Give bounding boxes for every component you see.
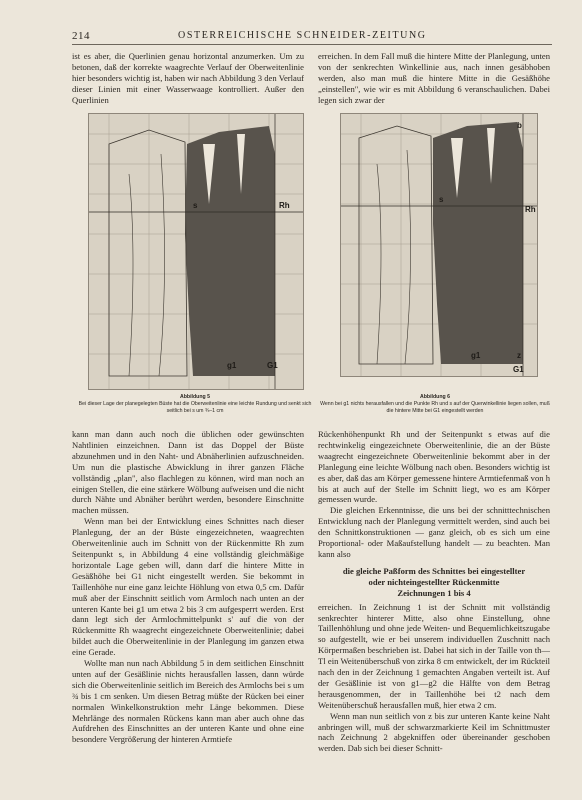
left-column xyxy=(72,429,304,745)
page-number: 214 xyxy=(72,30,90,42)
top-right-paragraph xyxy=(318,51,550,106)
label-g1-upper: G1 xyxy=(267,361,278,370)
label-s: s xyxy=(439,195,444,204)
paragraph: Die gleichen Erkenntnisse, die uns bei der schnitttechnischen Entwicklung nach der Planlegung vermittelt werden, sind auch bei den Schnittkonstruktionen — ganz gleich, ob es sich um eine Proportional- oder Maßaufstellung handelt — zu beachten. Man kann also xyxy=(318,505,550,559)
figure-5-drawing xyxy=(89,114,303,389)
caption-title: Abbildung 6 xyxy=(420,394,450,400)
label-rh: Rh xyxy=(279,201,290,210)
right-column xyxy=(318,429,550,754)
label-g1-upper: G1 xyxy=(513,365,524,374)
caption-text: Wenn bei g1 nichts herausfallen und die Punkte Rh und s auf der Querwinkellinie liegen sollen, muß die hintere Mitte bei G1 eingestellt werden xyxy=(320,401,550,414)
caption-title: Abbildung 5 xyxy=(180,394,210,400)
label-g1: g1 xyxy=(227,361,237,370)
paragraph: kann man dann auch noch die üblichen oder gewünschten Nahtlinien einzeichnen. Dann ist das Doppel der Büste abzunehmen und in den Naht- und Abnäherlinien aufzuschneiden. Um nun die plastische Abwicklung in ihrer ganzen Fläche vollständig „plan", also flachlegen zu können, wird man noch an einigen Stellen, die eine stärkere Wölbung aufweisen und die nicht durch Nähte und Abnäher berührt werden, besondere Einschnitte machen müssen. xyxy=(72,429,304,516)
paragraph: ist es aber, die Querlinien genau horizontal anzumerken. Um zu betonen, daß der korrekte waagrechte Verlauf der Oberweitenlinie hier besonders wichtig ist, haben wir nach Abbildung 3 den Verlauf dieser Linien mit einer Wasserwaage kontrolliert. Außer den Querlinien xyxy=(72,51,304,105)
paragraph: Wenn man nun seitlich von z bis zur unteren Kante keine Naht anbringen will, muß der schwarzmarkierte Keil im Schnittmuster nach Zeichnung 2 abgekniffen oder übereinander geschoben werden. Dab sich bei dieser Schnitt- xyxy=(318,710,550,754)
paragraph: Wenn man bei der Entwicklung eines Schnittes nach dieser Planlegung, der an der Büste eingezeichneten, waagrechten Oberweitenlinie auch im Schnitt von der Rückenmitte Rh zum Seitenpunkt s, in Abbildung 4 eine vollständig gleichmäßige horizontale Lage geben will, dann darf die hintere Mitte in Gesäßhöhe bei G1 nicht eingestellt werden. Sie bekommt in Taillenhöhe nur eine ganz leichte Höhlung von etwa 0,5 cm. Dafür muß aber der Einschnitt seitlich vom Armloch nach unten an der unteren Kante bei g1 um etwa 2 bis 3 cm aufgesperrt werden. Erst dann legt sich der Armlochmittelpunkt s' auf die von der Rückenmitte Rh waagrecht eingezeichnete Oberweitenlinie; dabei bildet auch die Oberweitenlinie in der Planlegung im ganzen etwa eine Gerade. xyxy=(72,516,304,658)
figure-5-diagram xyxy=(88,113,304,390)
label-s: s xyxy=(193,201,198,210)
section-heading-line-1: die gleiche Paßform des Schnittes bei eingestellter xyxy=(342,565,526,576)
paragraph: Rückenhöhenpunkt Rh und der Seitenpunkt s etwas auf die rechtwinkelig eingezeichnete Oberweitenlinie, die an der Büste waagrecht eingezeichnete Oberweitenlinie bekommt aber in der Planlegung eine leichte Wölbung nach oben. Besonders wichtig ist es aber, daß das am Körper gemessene hintere Armtiefenmaß von h bis at auch auf der Stelle im Schnitt liegt, wo es am Körper gemessen wurde. xyxy=(318,429,550,505)
label-b: b xyxy=(517,121,522,130)
top-left-paragraph xyxy=(72,51,304,106)
figure-6-caption xyxy=(318,394,552,415)
paragraph: erreichen. In Zeichnung 1 ist der Schnitt mit vollständig senkrechter hinterer Mitte, also ohne Einstellung, ohne Taillenhöhlung und ohne jede Weiten- und Bequemlichkeitszugabe so aufgestellt, wie er bei unserem individuellen Zuschnitt nach Körpermaßen beschrieben ist. Dabei hat sich in der Taille von th—Tl ein Weitenüberschuß von zirka 8 cm entwickelt, der im Rückteil nach den in der Zeichnung 1 gemachten Angaben verteilt ist. Auf der Gesäßlinie ist von g1—g2 die Hälfte von dem Betrag herausgenommen, der in Taillenhöhe bei t2 nach dem Weitenüberschuß herausfallen muß, hier etwa 2 cm. xyxy=(318,601,550,710)
figure-5-caption xyxy=(74,394,316,415)
label-rh: Rh xyxy=(525,205,536,214)
label-z: z xyxy=(517,351,521,360)
section-heading-line-2: oder nichteingestellter Rückenmitte xyxy=(368,576,500,587)
label-g1: g1 xyxy=(471,351,481,360)
figure-6-diagram xyxy=(340,113,538,377)
journal-title: OSTERREICHISCHE SCHNEIDER-ZEITUNG xyxy=(178,30,427,41)
section-heading-line-3: Zeichnungen 1 bis 4 xyxy=(397,587,471,598)
caption-text: Bei dieser Lage der planegelegten Büste hat die Oberweitenlinie eine leichte Rundung und senkt sich seitlich bei s um ¾–1 cm xyxy=(78,401,312,414)
paragraph: erreichen. In dem Fall muß die hintere Mitte der Planlegung, unten von der senkrechten Winkellinie aus, nach innen gesäbhoben werden, also man muß die hintere Mitte in die Gesäßhöhe „einstellen", wie wir es mit Abbildung 6 veranschaulichen. Dabei legen sich zwar der xyxy=(318,51,550,105)
paragraph: Wollte man nun nach Abbildung 5 in dem seitlichen Einschnitt unten auf der Gesäßlinie nichts herausfallen lassen, dann würde sich die Oberweitenlinie seitlich im Bereich des Armlochs bei s um ¾ bis 1 cm senken. Um diesen Betrag müßte der Rücken bei einer normalen Winkelkonstruktion mehr Länge bekommen. Diese Mehrlänge des normalen Rückens kann man aber auch ohne das Aufdrehen des Einschnittes an der unteren Kante und ohne eine besondere Vergrößerung der hinteren Armtiefe xyxy=(72,658,304,745)
header-rule xyxy=(72,44,552,45)
figure-6-drawing xyxy=(341,114,537,376)
